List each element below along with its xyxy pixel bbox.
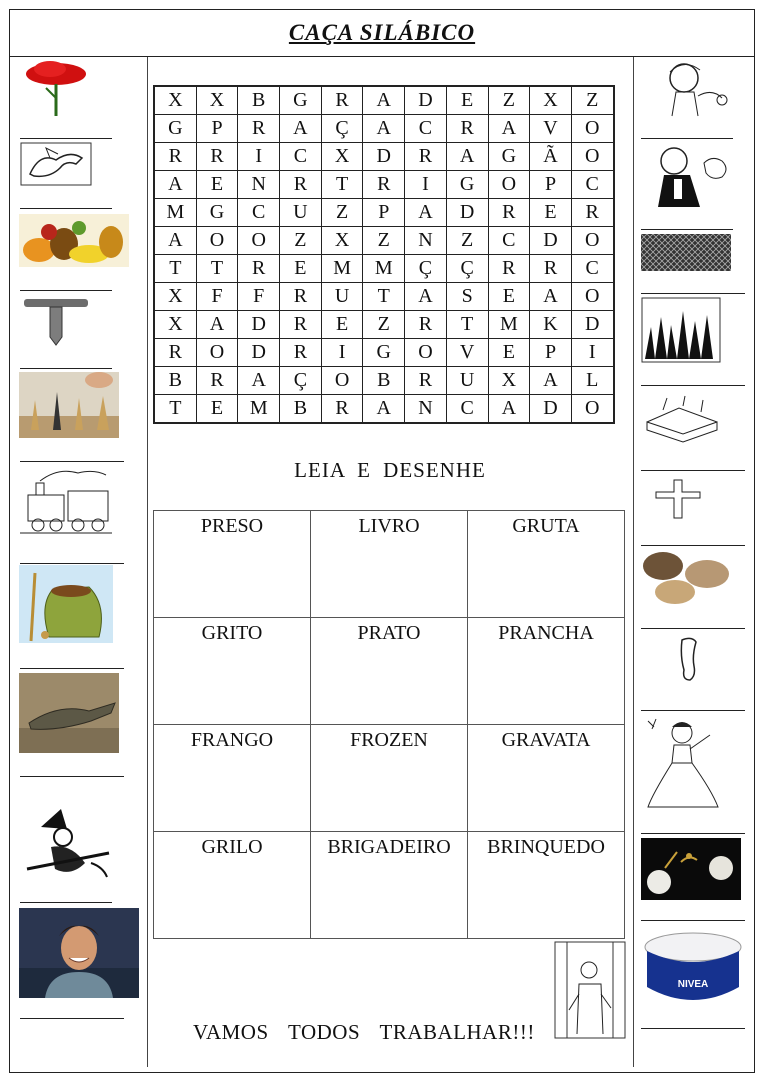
grid-letter[interactable]: E [321, 311, 363, 339]
draw-cell[interactable]: FRANGO [154, 725, 311, 832]
grid-letter[interactable]: R [280, 339, 322, 367]
grid-letter[interactable]: R [280, 311, 322, 339]
grid-letter[interactable]: Ç [405, 255, 447, 283]
grid-letter[interactable]: R [280, 171, 322, 199]
grid-letter[interactable]: I [571, 339, 613, 367]
answer-line[interactable] [641, 293, 745, 294]
grid-letter[interactable]: M [321, 255, 363, 283]
grid-letter[interactable]: C [280, 143, 322, 171]
grid-letter[interactable]: D [446, 199, 488, 227]
answer-line[interactable] [641, 470, 745, 471]
answer-line[interactable] [20, 290, 112, 291]
grid-letter[interactable]: A [530, 283, 572, 311]
grid-letter[interactable]: T [154, 395, 196, 424]
grid-letter[interactable]: R [154, 143, 196, 171]
cross-icon [650, 478, 706, 520]
grid-letter[interactable]: Z [321, 199, 363, 227]
grid-letter[interactable]: E [280, 255, 322, 283]
grid-letter[interactable]: R [405, 311, 447, 339]
grid-letter[interactable]: A [238, 367, 280, 395]
clams-icon [641, 548, 731, 608]
carnation-flower-icon [20, 58, 92, 118]
grid-letter[interactable]: A [196, 311, 238, 339]
grid-letter[interactable]: A [363, 86, 405, 115]
grass-icon [641, 297, 721, 363]
draw-cell[interactable]: BRIGADEIRO [311, 832, 468, 939]
grid-letter[interactable]: E [196, 171, 238, 199]
grid-letter[interactable]: E [530, 199, 572, 227]
grid-letter[interactable]: P [530, 339, 572, 367]
grid-row [154, 171, 614, 199]
grid-letter[interactable]: N [405, 227, 447, 255]
grid-letter[interactable]: A [154, 171, 196, 199]
grid-letter[interactable]: A [154, 227, 196, 255]
grid-row [154, 339, 614, 367]
grid-letter[interactable]: T [363, 283, 405, 311]
draw-row [154, 511, 625, 618]
grid-letter[interactable]: P [530, 171, 572, 199]
arm-icon [672, 636, 712, 682]
grid-letter[interactable]: O [196, 227, 238, 255]
draw-cell[interactable]: PRESO [154, 511, 311, 618]
worker-icon [553, 940, 627, 1040]
grid-letter[interactable]: L [571, 367, 613, 395]
grid-letter[interactable]: O [238, 227, 280, 255]
grid-letter[interactable]: B [280, 395, 322, 424]
grid-letter[interactable]: U [280, 199, 322, 227]
draw-cell[interactable]: FROZEN [311, 725, 468, 832]
grid-letter[interactable]: C [488, 227, 530, 255]
grid-letter[interactable]: D [571, 311, 613, 339]
draw-row [154, 832, 625, 939]
grid-letter[interactable]: P [196, 115, 238, 143]
cream-jar-icon [641, 929, 745, 1005]
draw-cell[interactable]: GRILO [154, 832, 311, 939]
answer-line[interactable] [641, 1028, 745, 1029]
chess-pieces-icon [19, 372, 119, 438]
grid-letter[interactable]: E [488, 283, 530, 311]
grid-letter[interactable]: O [196, 339, 238, 367]
grid-letter[interactable]: R [238, 255, 280, 283]
grid-row [154, 367, 614, 395]
grid-letter[interactable]: G [154, 115, 196, 143]
grid-letter[interactable]: D [530, 227, 572, 255]
grid-letter[interactable]: R [488, 199, 530, 227]
grid-row [154, 86, 614, 115]
grid-letter[interactable]: E [446, 86, 488, 115]
grid-letter[interactable]: R [280, 283, 322, 311]
grid-letter[interactable]: X [154, 86, 196, 115]
grid-letter[interactable]: X [321, 143, 363, 171]
answer-line[interactable] [641, 710, 745, 711]
grid-letter[interactable]: X [488, 367, 530, 395]
grid-letter[interactable]: I [321, 339, 363, 367]
child-icon [652, 58, 730, 120]
grid-letter[interactable]: Z [280, 227, 322, 255]
grid-letter[interactable]: R [405, 143, 447, 171]
grid-letter[interactable]: D [238, 339, 280, 367]
priest-icon [650, 145, 736, 209]
grid-letter[interactable]: R [571, 199, 613, 227]
answer-line[interactable] [20, 1018, 124, 1019]
draw-row [154, 725, 625, 832]
grid-letter[interactable]: O [571, 283, 613, 311]
answer-line[interactable] [641, 138, 733, 139]
grid-letter[interactable]: K [530, 311, 572, 339]
grid-letter[interactable]: X [154, 311, 196, 339]
grid-letter[interactable]: S [446, 283, 488, 311]
grid-letter[interactable]: Z [363, 311, 405, 339]
grid-letter[interactable]: O [405, 339, 447, 367]
answer-line[interactable] [20, 776, 124, 777]
grid-letter[interactable]: O [488, 171, 530, 199]
train-icon [18, 465, 114, 539]
grid-letter[interactable]: C [238, 199, 280, 227]
answer-line[interactable] [641, 385, 745, 386]
grid-letter[interactable]: Ç [446, 255, 488, 283]
grid-row [154, 255, 614, 283]
grid-letter[interactable]: U [446, 367, 488, 395]
grid-letter[interactable]: R [196, 143, 238, 171]
grid-letter[interactable]: O [571, 395, 613, 424]
grid-letter[interactable]: O [571, 143, 613, 171]
grid-letter[interactable]: X [530, 86, 572, 115]
answer-line[interactable] [20, 368, 112, 369]
grid-letter[interactable]: D [238, 311, 280, 339]
grid-letter[interactable]: R [363, 171, 405, 199]
grid-letter[interactable]: R [405, 367, 447, 395]
grid-letter[interactable]: B [238, 86, 280, 115]
grid-letter[interactable]: T [196, 255, 238, 283]
read-and-draw-heading: LEIA E DESENHE [294, 458, 486, 482]
grid-letter[interactable]: C [446, 395, 488, 424]
answer-line[interactable] [641, 920, 745, 921]
grid-letter[interactable]: C [571, 255, 613, 283]
grid-row [154, 283, 614, 311]
grid-letter[interactable]: O [571, 227, 613, 255]
grid-letter[interactable]: B [154, 367, 196, 395]
grid-letter[interactable]: R [446, 115, 488, 143]
answer-line[interactable] [20, 138, 112, 139]
grid-letter[interactable]: N [238, 171, 280, 199]
grid-letter[interactable]: G [446, 171, 488, 199]
grid-letter[interactable]: T [446, 311, 488, 339]
grid-letter[interactable]: R [321, 86, 363, 115]
grid-letter[interactable]: Ç [280, 367, 322, 395]
grid-letter[interactable]: R [196, 367, 238, 395]
grid-letter[interactable]: B [363, 367, 405, 395]
grid-letter[interactable]: A [488, 395, 530, 424]
grid-letter[interactable]: T [321, 171, 363, 199]
grid-letter[interactable]: C [571, 171, 613, 199]
answer-line[interactable] [20, 563, 124, 564]
grid-letter[interactable]: D [530, 395, 572, 424]
nail-icon [22, 297, 90, 347]
word-search-grid [153, 85, 615, 424]
pearl-earrings-icon [641, 838, 741, 900]
footer-text: VAMOS TODOS TRABALHAR!!! [193, 1020, 535, 1044]
page-title: CAÇA SILÁBICO [288, 19, 476, 45]
grid-letter[interactable]: M [154, 199, 196, 227]
grid-letter[interactable]: Z [363, 227, 405, 255]
grid-letter[interactable]: R [321, 395, 363, 424]
draw-cell[interactable]: LIVRO [311, 511, 468, 618]
grid-letter[interactable]: A [446, 143, 488, 171]
grid-letter[interactable]: E [196, 395, 238, 424]
grid-letter[interactable]: X [196, 86, 238, 115]
grid-letter[interactable]: O [321, 367, 363, 395]
grid-letter[interactable]: G [196, 199, 238, 227]
grid-letter[interactable]: M [363, 255, 405, 283]
grid-letter[interactable]: N [405, 395, 447, 424]
grid-letter[interactable]: Z [571, 86, 613, 115]
grid-letter[interactable]: E [488, 339, 530, 367]
grid-letter[interactable]: G [363, 339, 405, 367]
grid-letter[interactable]: T [154, 255, 196, 283]
answer-line[interactable] [20, 902, 112, 903]
grid-letter[interactable]: A [405, 283, 447, 311]
grid-row [154, 227, 614, 255]
grid-letter[interactable]: F [238, 283, 280, 311]
answer-line[interactable] [641, 833, 745, 834]
grid-row [154, 115, 614, 143]
draw-cell[interactable]: PRATO [311, 618, 468, 725]
answer-line[interactable] [20, 461, 124, 462]
grid-letter[interactable]: I [405, 171, 447, 199]
right-column-divider [633, 57, 634, 1067]
grid-letter[interactable]: G [488, 143, 530, 171]
grid-letter[interactable]: R [530, 255, 572, 283]
grid-letter[interactable]: V [530, 115, 572, 143]
grid-letter[interactable]: R [154, 339, 196, 367]
grid-row [154, 199, 614, 227]
grid-letter[interactable]: Ã [530, 143, 572, 171]
wheat-sack-icon [19, 565, 113, 643]
grid-letter[interactable]: I [238, 143, 280, 171]
princess-icon [642, 715, 728, 811]
grid-letter[interactable]: D [363, 143, 405, 171]
answer-line[interactable] [20, 668, 124, 669]
grid-letter[interactable]: O [571, 115, 613, 143]
answer-line[interactable] [641, 628, 745, 629]
draw-row [154, 618, 625, 725]
grid-letter[interactable]: X [321, 227, 363, 255]
grid-net-icon [641, 234, 731, 271]
grid-letter[interactable]: A [405, 199, 447, 227]
grid-letter[interactable]: G [280, 86, 322, 115]
grid-letter[interactable]: M [238, 395, 280, 424]
svg-text:NIVEA: NIVEA [677, 979, 709, 990]
grid-letter[interactable]: R [488, 255, 530, 283]
grid-letter[interactable]: Ç [321, 115, 363, 143]
grid-letter[interactable]: A [363, 395, 405, 424]
draw-cell[interactable]: GRUTA [468, 511, 625, 618]
grid-row [154, 395, 614, 424]
crocodile-icon [19, 673, 119, 753]
answer-line[interactable] [641, 229, 733, 230]
grid-letter[interactable]: F [196, 283, 238, 311]
grid-letter[interactable]: A [280, 115, 322, 143]
left-column-divider [147, 57, 148, 1067]
draw-cell[interactable]: GRAVATA [468, 725, 625, 832]
dragon-icon [20, 142, 92, 186]
grid-letter[interactable]: C [405, 115, 447, 143]
read-and-draw-table [153, 510, 625, 939]
grid-letter[interactable]: Z [488, 86, 530, 115]
smiling-man-icon [19, 908, 139, 998]
grid-letter[interactable]: M [488, 311, 530, 339]
cake-icon [643, 394, 721, 448]
grid-letter[interactable]: Z [446, 227, 488, 255]
grid-letter[interactable]: V [446, 339, 488, 367]
fruits-icon [19, 214, 129, 267]
grid-letter[interactable]: A [530, 367, 572, 395]
grid-letter[interactable]: U [321, 283, 363, 311]
grid-letter[interactable]: A [488, 115, 530, 143]
grid-letter[interactable]: X [154, 283, 196, 311]
answer-line[interactable] [20, 208, 112, 209]
grid-letter[interactable]: A [363, 115, 405, 143]
grid-letter[interactable]: R [238, 115, 280, 143]
grid-letter[interactable]: D [405, 86, 447, 115]
grid-row [154, 311, 614, 339]
draw-cell[interactable]: BRINQUEDO [468, 832, 625, 939]
draw-cell[interactable]: PRANCHA [468, 618, 625, 725]
draw-cell[interactable]: GRITO [154, 618, 311, 725]
answer-line[interactable] [641, 545, 745, 546]
grid-letter[interactable]: P [363, 199, 405, 227]
title-bar [9, 9, 755, 57]
witch-icon [21, 807, 113, 881]
grid-row [154, 143, 614, 171]
